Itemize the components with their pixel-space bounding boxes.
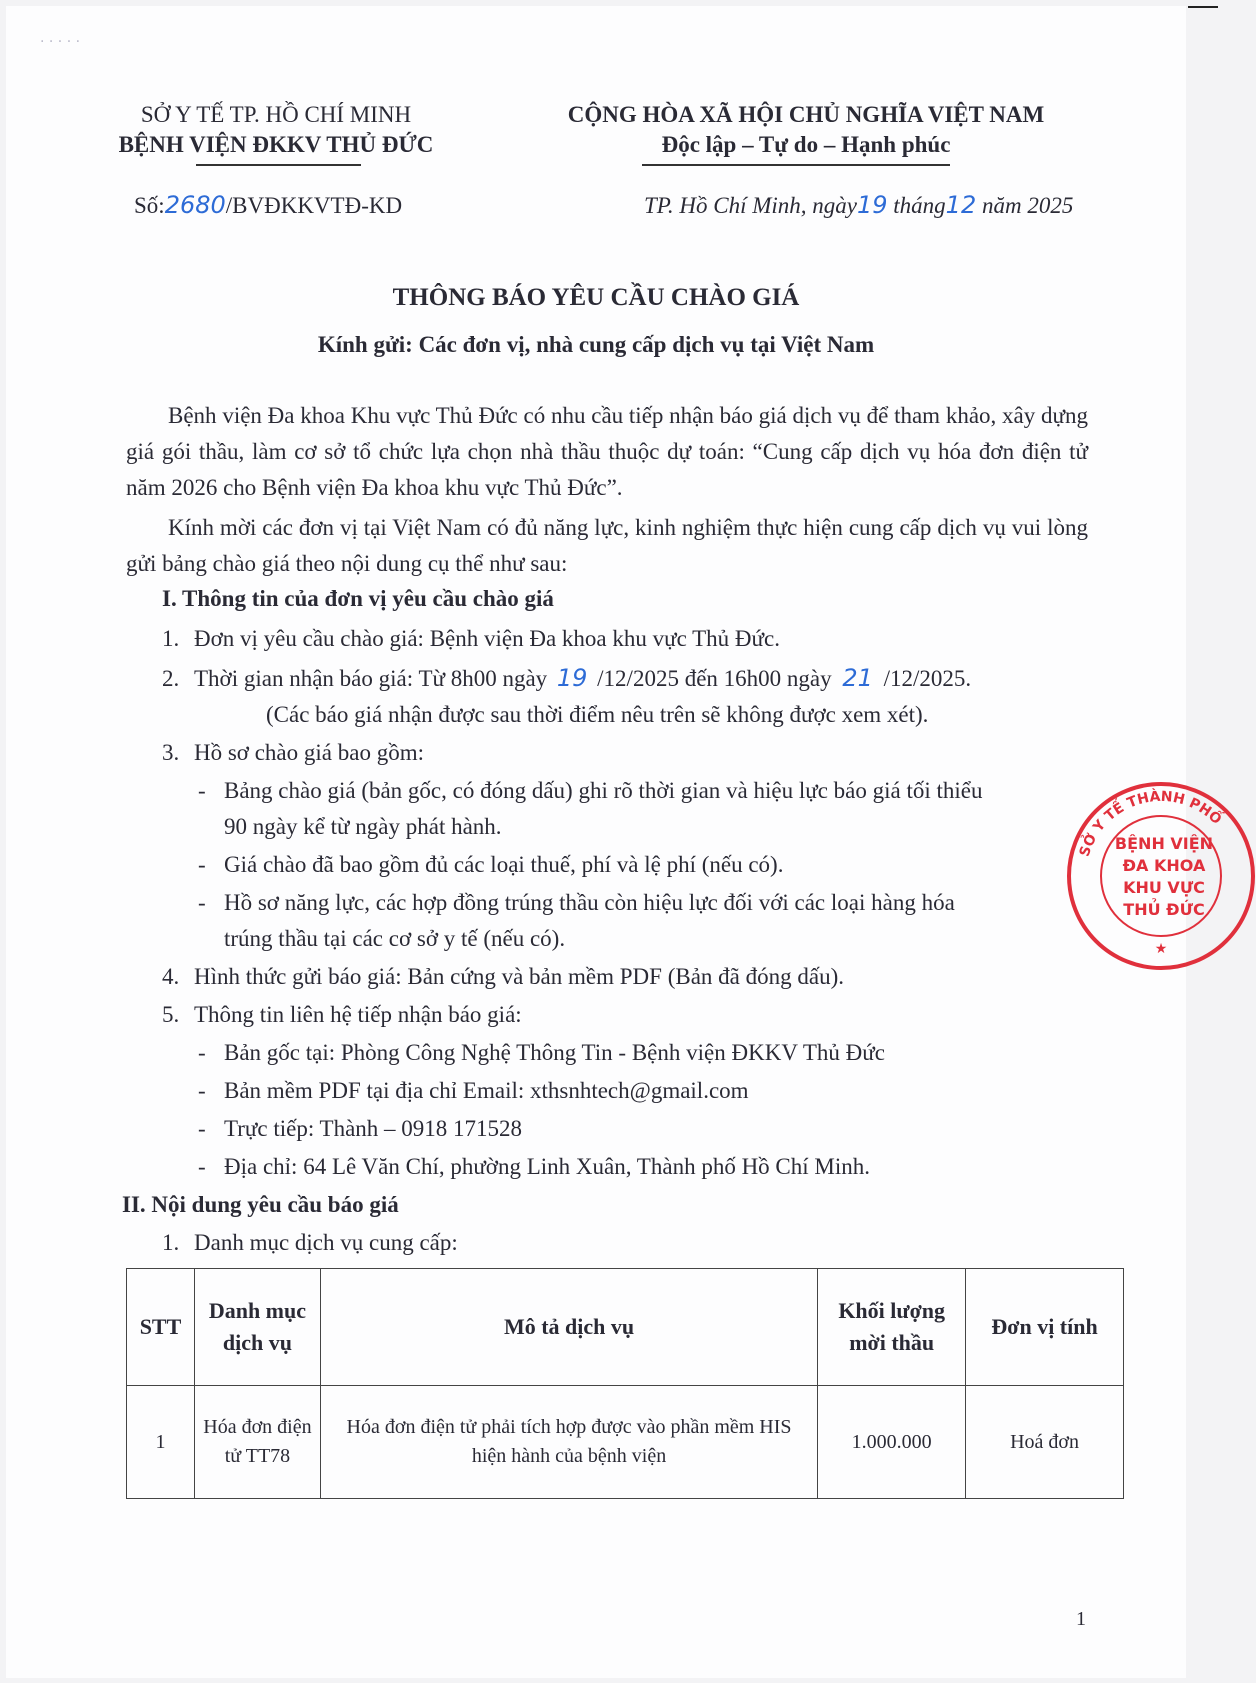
cell-service-category: Hóa đơn điện tử TT78 <box>194 1386 320 1499</box>
page-number: 1 <box>1076 1608 1086 1630</box>
table-header-row <box>127 1269 1124 1386</box>
section-1-item-1 <box>162 626 780 652</box>
item-text: Đơn vị yêu cầu chào giá: Bệnh viện Đa khoa khu vực Thủ Đức. <box>194 626 780 651</box>
header-service-category: Danh mục dịch vụ <box>194 1269 320 1386</box>
date-month: 12 <box>945 191 977 219</box>
header-service-description: Mô tả dịch vụ <box>320 1269 817 1386</box>
contact-email <box>198 1078 749 1104</box>
cell-unit: Hoá đơn <box>966 1386 1124 1499</box>
dash-text: Trực tiếp: Thành – 0918 171528 <box>224 1116 523 1141</box>
dash-text: Bản mềm PDF tại địa chỉ Email: xthsnhtech@gmail.com <box>224 1078 749 1103</box>
dash-text: Giá chào đã bao gồm đủ các loại thuế, phí và lệ phí (nếu có). <box>224 852 784 877</box>
date-text: TP. Hồ Chí Minh, ngày <box>644 193 857 218</box>
stamp-line-1: BỆNH VIỆN <box>1114 834 1214 853</box>
section-1-item-3-dash-3-cont: trúng thầu tại các cơ sở y tế (nếu có). <box>224 926 566 951</box>
cell-quantity: 1.000.000 <box>818 1386 966 1499</box>
header-motto: Độc lập – Tự do – Hạnh phúc <box>661 132 951 157</box>
intro-paragraph-text: Bệnh viện Đa khoa Khu vực Thủ Đức có nhu cầu tiếp nhận báo giá dịch vụ để tham khảo, xây dựng giá gói thầu, làm cơ sở tổ chức lựa chọn nhà thầu thuộc dự toán: “Cung cấp dịch vụ hóa đơn điện tử năm 2026 cho Bệnh viện Đa khoa khu vực Thủ Đức”. <box>126 403 1088 500</box>
document-date <box>644 191 1073 219</box>
header-left-underline <box>196 164 361 166</box>
number-handwritten: 2680 <box>164 191 226 219</box>
date-month-label: tháng <box>893 193 946 218</box>
item-number: 5. <box>162 1002 180 1027</box>
document-page <box>6 6 1225 1678</box>
contact-phone <box>198 1116 522 1142</box>
item-number: 2. <box>162 666 180 691</box>
scan-edge-line <box>1188 6 1218 8</box>
dash-text: Bảng chào giá (bản gốc, có đóng dấu) ghi rõ thời gian và hiệu lực báo giá tối thiểu <box>224 778 983 803</box>
dash-text: Hồ sơ năng lực, các hợp đồng trúng thầu còn hiệu lực đối với các loại hàng hóa <box>224 890 955 915</box>
cell-service-description: Hóa đơn điện tử phải tích hợp được vào phần mềm HIS hiện hành của bệnh viện <box>320 1386 817 1499</box>
header-right-underline <box>642 164 950 166</box>
item-text: Hình thức gửi báo giá: Bản cứng và bản mềm PDF (Bản đã đóng dấu). <box>194 964 844 989</box>
header-agency: SỞ Y TẾ TP. HỒ CHÍ MINH <box>140 102 412 127</box>
stamp-line-3: KHU VỰC <box>1123 878 1205 897</box>
header-hospital: BỆNH VIỆN ĐKKV THỦ ĐỨC <box>118 132 434 157</box>
stamp-line-4: THỦ ĐỨC <box>1123 900 1205 919</box>
header-unit: Đơn vị tính <box>966 1269 1124 1386</box>
item-number: 4. <box>162 964 180 989</box>
contact-original-copy <box>198 1040 885 1066</box>
table-row <box>127 1386 1124 1499</box>
item-text-end: /12/2025. <box>883 666 972 691</box>
cell-stt: 1 <box>127 1386 195 1499</box>
contact-address <box>198 1154 870 1180</box>
scan-mark: · · · · · <box>40 34 81 50</box>
section-1-item-3-dash-2 <box>198 852 783 878</box>
dash-bullet: - <box>198 852 206 877</box>
stamp-star: ★ <box>1154 941 1168 957</box>
number-suffix: /BVĐKKVTĐ-KD <box>225 193 403 218</box>
stamp-ring-text: SỞ Y TẾ THÀNH PHỐ <box>1076 788 1225 859</box>
dash-text: Địa chỉ: 64 Lê Văn Chí, phường Linh Xuân, Thành phố Hồ Chí Minh. <box>224 1154 870 1179</box>
item-number: 3. <box>162 740 180 765</box>
section-1-item-3-dash-1 <box>198 778 983 804</box>
date-day: 19 <box>856 191 888 219</box>
section-1-item-4 <box>162 964 844 990</box>
dash-bullet: - <box>198 1078 206 1103</box>
item-number: 1. <box>162 1230 180 1255</box>
item-number: 1. <box>162 626 180 651</box>
official-stamp <box>1066 781 1225 971</box>
dash-bullet: - <box>198 1040 206 1065</box>
section-1-item-2-note: (Các báo giá nhận được sau thời điểm nêu trên sẽ không được xem xét). <box>266 702 929 727</box>
dash-bullet: - <box>198 778 206 803</box>
dash-bullet: - <box>198 1154 206 1179</box>
stamp-line-2: ĐA KHOA <box>1122 856 1206 875</box>
header-quantity: Khối lượng mời thầu <box>818 1269 966 1386</box>
dash-bullet: - <box>198 890 206 915</box>
item-text: Thời gian nhận báo giá: Từ 8h00 ngày <box>194 666 548 691</box>
section-2-heading: II. Nội dung yêu cầu báo giá <box>122 1192 399 1217</box>
invitation-paragraph-text: Kính mời các đơn vị tại Việt Nam có đủ năng lực, kinh nghiệm thực hiện cung cấp dịch vụ vui lòng gửi bảng chào giá theo nội dung cụ thể như sau: <box>126 515 1088 576</box>
service-table <box>126 1268 1124 1499</box>
header-stt: STT <box>127 1269 195 1386</box>
invitation-paragraph <box>126 510 1088 582</box>
section-1-item-3-dash-1-cont: 90 ngày kể từ ngày phát hành. <box>224 814 502 839</box>
document-title: THÔNG BÁO YÊU CẦU CHÀO GIÁ <box>392 284 800 311</box>
dash-bullet: - <box>198 1116 206 1141</box>
dash-text: Bản gốc tại: Phòng Công Nghệ Thông Tin - Bệnh viện ĐKKV Thủ Đức <box>224 1040 885 1065</box>
number-prefix: Số: <box>134 193 165 218</box>
section-1-heading: I. Thông tin của đơn vị yêu cầu chào giá <box>162 586 554 611</box>
recipient-line: Kính gửi: Các đơn vị, nhà cung cấp dịch vụ tại Việt Nam <box>317 332 875 357</box>
section-1-item-3-dash-3 <box>198 890 955 916</box>
item-text: Thông tin liên hệ tiếp nhận báo giá: <box>194 1002 522 1027</box>
section-2-item-1 <box>162 1230 458 1256</box>
handwritten-day-end: 21 <box>842 664 873 692</box>
date-year: năm 2025 <box>981 193 1074 218</box>
section-1-item-3 <box>162 740 424 766</box>
stamp-seal-icon <box>1066 781 1256 971</box>
item-text: Danh mục dịch vụ cung cấp: <box>194 1230 458 1255</box>
section-1-item-5 <box>162 1002 522 1028</box>
handwritten-day-start: 19 <box>556 664 588 692</box>
item-text-mid: /12/2025 đến 16h00 ngày <box>597 666 832 691</box>
document-number <box>134 191 402 219</box>
item-text: Hồ sơ chào giá bao gồm: <box>194 740 424 765</box>
section-1-item-2 <box>162 664 971 692</box>
intro-paragraph <box>126 398 1088 506</box>
header-country: CỘNG HÒA XÃ HỘI CHỦ NGHĨA VIỆT NAM <box>567 102 1045 127</box>
